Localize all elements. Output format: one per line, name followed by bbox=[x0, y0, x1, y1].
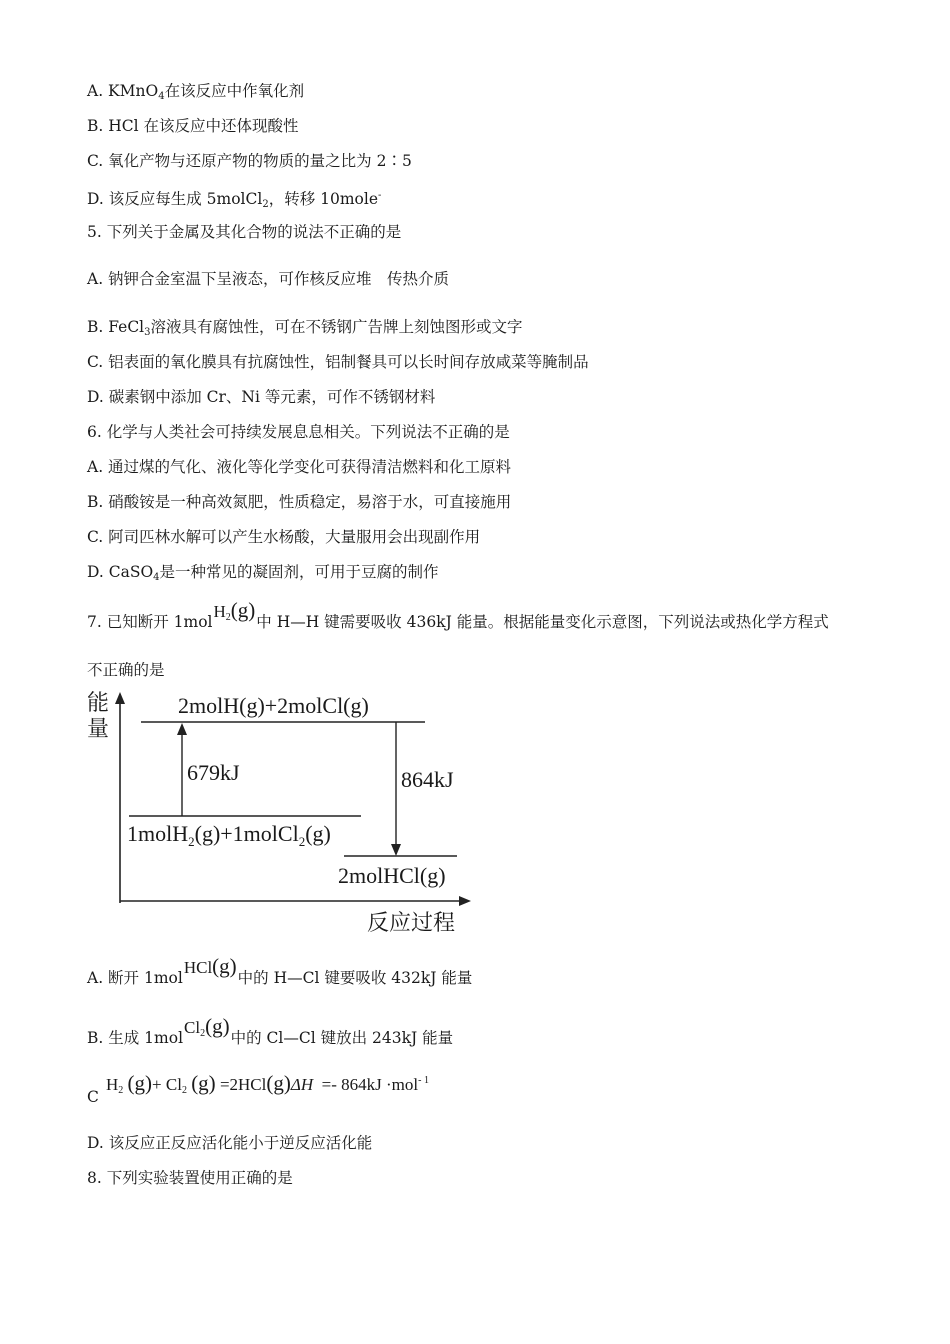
q7-stem-line2: 不正确的是 bbox=[87, 661, 165, 679]
y-axis-arrowhead bbox=[115, 692, 125, 704]
energy-diagram bbox=[85, 690, 485, 940]
q6-option-c: C. 阿司匹林水解可以产生水杨酸，大量服用会出现副作用 bbox=[87, 528, 481, 546]
absorb-energy-label: 679kJ bbox=[187, 760, 240, 785]
h2-formula: H2(g) bbox=[213, 598, 256, 623]
absorb-arrowhead bbox=[177, 723, 187, 735]
q4-option-d: D. 该反应每生成 5molCl$_2$，转移 10mole- bbox=[87, 190, 382, 210]
q7-stem: 7. 已知断开 1molH2(g)中 H—H 键需要吸收 436kJ 能量。根据能量变化示意图，下列说法或热化学方程式 bbox=[87, 598, 829, 631]
release-arrowhead bbox=[391, 844, 401, 856]
q4-option-c: C. 氧化产物与还原产物的物质的量之比为 2∶5 bbox=[87, 152, 412, 170]
y-axis-label-2: 量 bbox=[87, 716, 110, 741]
q5-option-c: C. 铝表面的氧化膜具有抗腐蚀性，铝制餐具可以长时间存放咸菜等腌制品 bbox=[87, 353, 589, 371]
q6-option-b: B. 硝酸铵是一种高效氮肥，性质稳定，易溶于水，可直接施用 bbox=[87, 493, 512, 511]
q5-option-d: D. 碳素钢中添加 Cr、Ni 等元素，可作不锈钢材料 bbox=[87, 388, 436, 406]
reactant-level-label: 1molH$_2$(g)+1molCl$_2$(g) bbox=[127, 821, 331, 849]
q7-option-a: A. 断开 1molHCl(g)中的 H—Cl 键要吸收 432kJ 能量 bbox=[87, 954, 473, 987]
q4-option-b: B. HCl 在该反应中还体现酸性 bbox=[87, 117, 299, 135]
release-energy-label: 864kJ bbox=[401, 767, 454, 792]
q5-stem: 5. 下列关于金属及其化合物的说法不正确的是 bbox=[87, 223, 402, 241]
x-axis-arrowhead bbox=[459, 896, 471, 906]
y-axis-label-1: 能 bbox=[87, 690, 110, 715]
q6-option-a: A. 通过煤的气化、液化等化学变化可获得清洁燃料和化工原料 bbox=[87, 458, 512, 476]
q5-option-a: A. 钠钾合金室温下呈液态，可作核反应堆 传热介质 bbox=[87, 270, 450, 288]
top-level-label: 2molH(g)+2molCl(g) bbox=[178, 693, 369, 718]
q4-option-a: A. KMnO$_4$在该反应中作氧化剂 bbox=[87, 82, 305, 102]
q7-option-b: B. 生成 1molCl2(g)中的 Cl—Cl 键放出 243kJ 能量 bbox=[87, 1014, 454, 1047]
q7-option-c-equation: H2 (g)+ Cl2 (g) =2HCl(g)ΔH =- 864kJ ·mol$^{- 1}$ bbox=[106, 1071, 429, 1096]
q5-option-b: B. FeCl$_3$溶液具有腐蚀性，可在不锈钢广告牌上刻蚀图形或文字 bbox=[87, 318, 523, 338]
x-axis-label: 反应过程 bbox=[367, 910, 456, 935]
q6-option-d: D. CaSO$_4$是一种常见的凝固剂，可用于豆腐的制作 bbox=[87, 563, 439, 583]
q8-stem: 8. 下列实验装置使用正确的是 bbox=[87, 1169, 293, 1187]
q6-stem: 6. 化学与人类社会可持续发展息息相关。下列说法不正确的是 bbox=[87, 423, 510, 441]
q7-option-c-label: C bbox=[87, 1088, 99, 1106]
product-level-label: 2molHCl(g) bbox=[338, 863, 446, 888]
q7-option-d: D. 该反应正反应活化能小于逆反应活化能 bbox=[87, 1134, 373, 1152]
